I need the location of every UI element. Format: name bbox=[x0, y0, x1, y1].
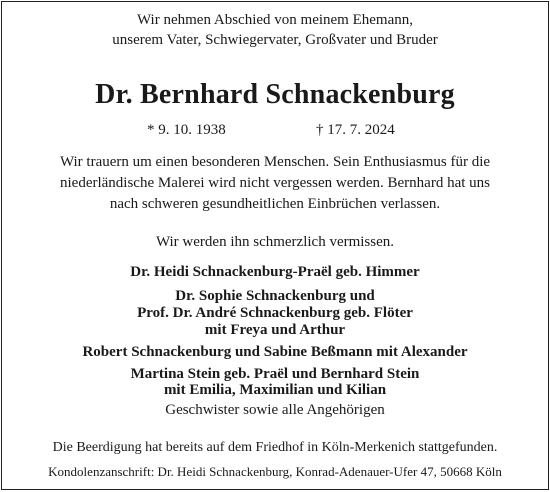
tribute-line-2: niederländische Malerei wird nicht vergessen werden. Bernhard hat uns bbox=[60, 175, 490, 191]
birth-date: * 9. 10. 1938 bbox=[147, 122, 226, 138]
mourner-line: Robert Schnackenburg und Sabine Beßmann mit Alexander bbox=[82, 344, 468, 360]
mourner-line: Dr. Heidi Schnackenburg-Praël geb. Himmer bbox=[130, 264, 420, 280]
miss-line: Wir werden ihn schmerzlich vermissen. bbox=[155, 234, 395, 250]
intro-line-2: unserem Vater, Schwiegervater, Großvater und Bruder bbox=[112, 32, 438, 48]
deceased-name: Dr. Bernhard Schnackenburg bbox=[95, 79, 455, 110]
dates-row bbox=[2, 122, 548, 142]
tribute-line-3: nach schweren gesundheitlichen Einbrüchen verlassen. bbox=[109, 196, 441, 212]
funeral-note: Die Beerdigung hat bereits auf dem Friedhof in Köln-Merkenich stattgefunden. bbox=[52, 440, 498, 455]
mourner-line: mit Emilia, Maximilian und Kilian bbox=[163, 382, 387, 398]
mourner-line: Martina Stein geb. Praël und Bernhard Stein bbox=[130, 366, 420, 382]
death-date: † 17. 7. 2024 bbox=[316, 122, 395, 138]
intro-line-1: Wir nehmen Abschied von meinem Ehemann, bbox=[137, 12, 413, 28]
condolence-address: Kondolenzanschrift: Dr. Heidi Schnackenburg, Konrad-Adenauer-Ufer 47, 50668 Köln bbox=[48, 464, 502, 479]
mourner-line: Dr. Sophie Schnackenburg und bbox=[175, 288, 375, 304]
relatives-line: Geschwister sowie alle Angehörigen bbox=[165, 402, 385, 418]
mourner-line: mit Freya und Arthur bbox=[204, 322, 346, 338]
mourner-line: Prof. Dr. André Schnackenburg geb. Flöter bbox=[137, 305, 413, 321]
tribute-line-1: Wir trauern um einen besonderen Menschen. Sein Enthusiasmus für die bbox=[59, 154, 491, 170]
death-notice bbox=[1, 1, 549, 490]
